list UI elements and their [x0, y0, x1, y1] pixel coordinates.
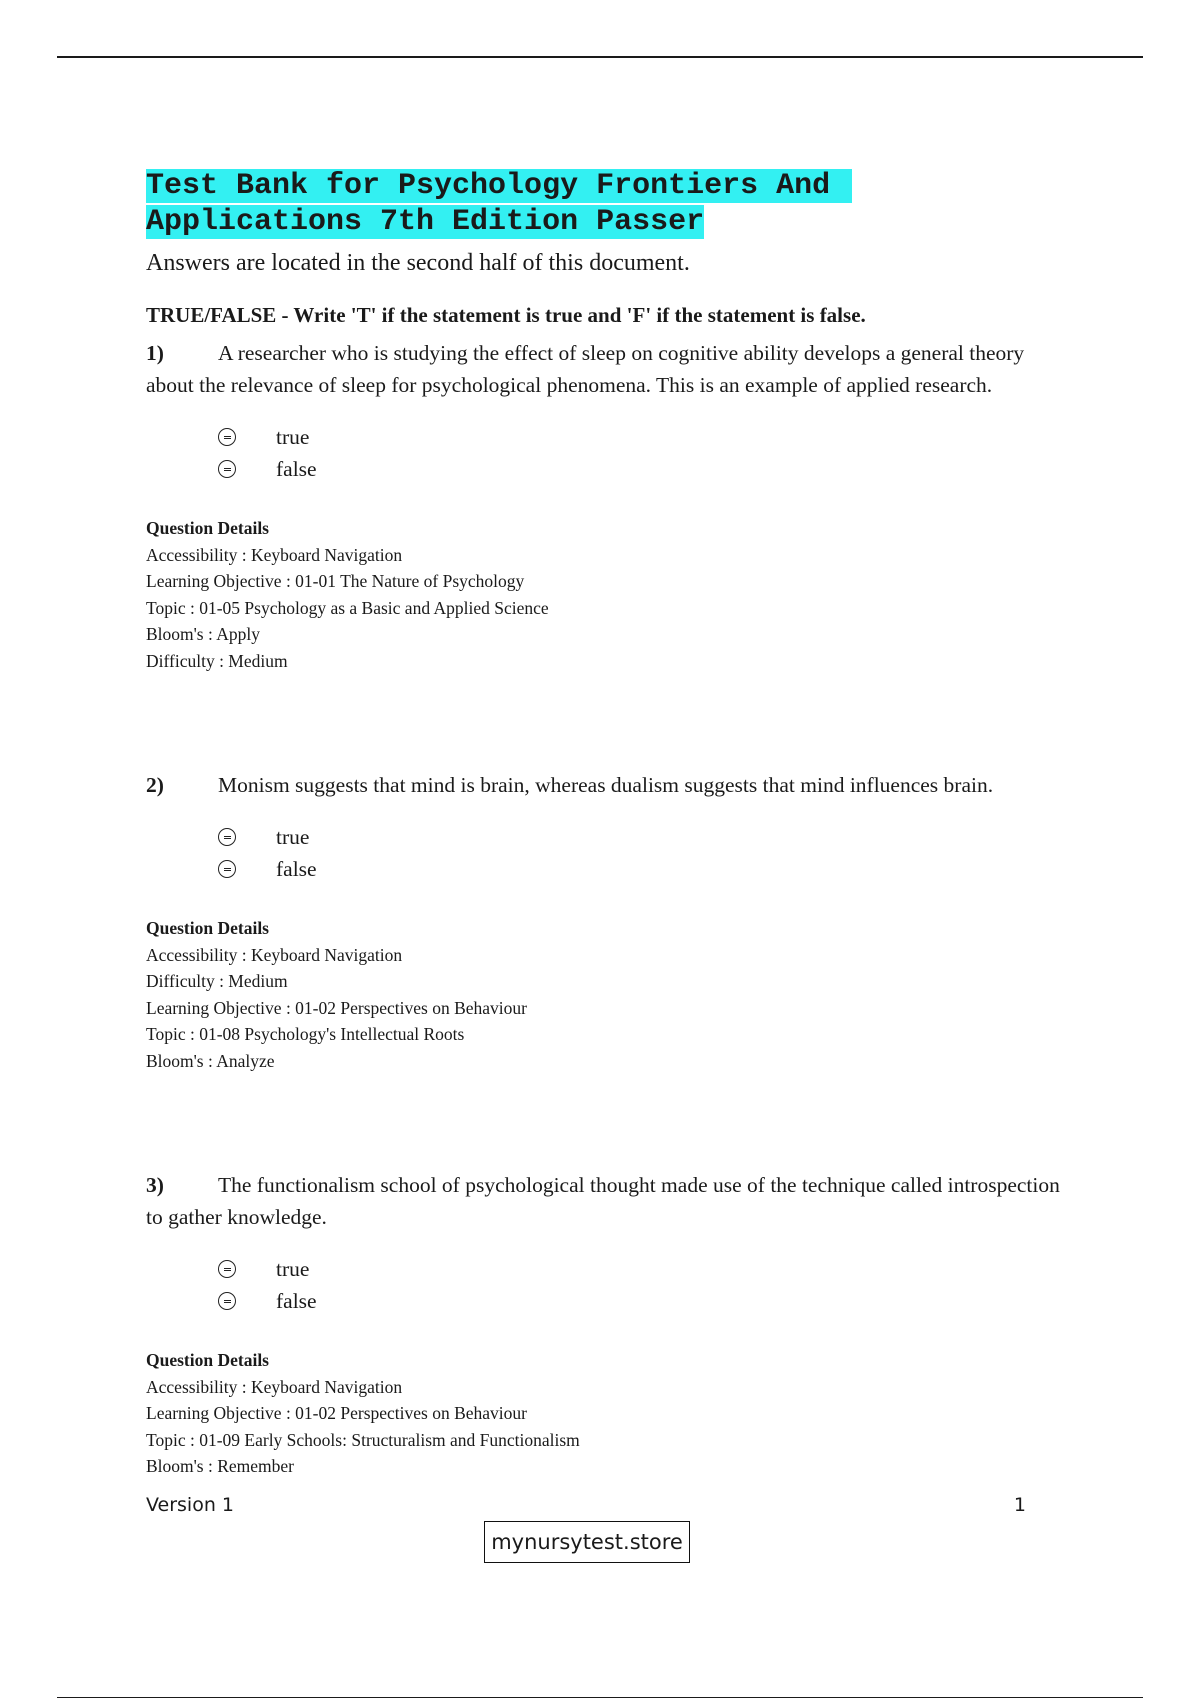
- page-number: 1: [1013, 1494, 1026, 1516]
- option-label: false: [276, 856, 317, 881]
- radio-icon[interactable]: [218, 1260, 236, 1278]
- document-title: [146, 168, 1076, 240]
- question-number: 2): [146, 773, 164, 797]
- option-true[interactable]: [218, 1253, 1076, 1285]
- detail-line: Accessibility : Keyboard Navigation: [146, 1376, 403, 1397]
- question-number: 3): [146, 1173, 164, 1197]
- version-label: Version 1: [146, 1494, 234, 1516]
- question-1: [146, 337, 1076, 674]
- question-text: [146, 769, 1076, 801]
- option-false[interactable]: [218, 1285, 1076, 1317]
- option-label: true: [276, 424, 310, 449]
- detail-line: Learning Objective : 01-02 Perspectives on Behaviour: [146, 997, 528, 1018]
- page-header: [146, 168, 1076, 328]
- radio-icon[interactable]: [218, 460, 236, 478]
- radio-icon[interactable]: [218, 860, 236, 878]
- top-rule: [57, 56, 1143, 58]
- option-true[interactable]: [218, 421, 1076, 453]
- question-details: [146, 915, 1076, 1074]
- question-details: [146, 1347, 1076, 1480]
- store-link[interactable]: mynursytest.store: [484, 1521, 690, 1563]
- option-false[interactable]: [218, 853, 1076, 885]
- detail-line: Topic : 01-09 Early Schools: Structuralism and Functionalism: [146, 1429, 580, 1450]
- question-body: The functionalism school of psychological thought made use of the technique called introspection to gather knowledge.: [146, 1173, 1060, 1229]
- detail-line: Topic : 01-08 Psychology's Intellectual Roots: [146, 1024, 465, 1044]
- question-2: [146, 769, 1076, 1074]
- details-heading: Question Details: [146, 518, 269, 538]
- details-heading: Question Details: [146, 918, 269, 938]
- answer-options: [218, 1253, 1076, 1317]
- question-details: [146, 515, 1076, 674]
- radio-icon[interactable]: [218, 1292, 236, 1310]
- answers-note: Answers are located in the second half of this document.: [146, 250, 690, 276]
- option-label: false: [276, 1288, 317, 1313]
- detail-line: Bloom's : Remember: [146, 1456, 294, 1476]
- detail-line: Learning Objective : 01-02 Perspectives on Behaviour: [146, 1403, 528, 1423]
- detail-line: Bloom's : Analyze: [146, 1050, 275, 1071]
- question-text: [146, 337, 1076, 401]
- option-label: false: [276, 456, 317, 481]
- page-footer: [146, 1494, 1026, 1516]
- question-number: 1): [146, 341, 164, 365]
- bottom-rule: [57, 1697, 1143, 1698]
- title-line-2: Applications 7th Edition Passer: [146, 205, 705, 239]
- answer-options: [218, 821, 1076, 885]
- section-instructions: TRUE/FALSE - Write 'T' if the statement is true and 'F' if the statement is false.: [146, 303, 866, 327]
- question-body: Monism suggests that mind is brain, whereas dualism suggests that mind influences brain.: [218, 773, 994, 797]
- option-label: true: [276, 824, 310, 849]
- question-3: [146, 1169, 1076, 1480]
- detail-line: Difficulty : Medium: [146, 650, 288, 671]
- title-line-1: Test Bank for Psychology Frontiers And: [146, 169, 852, 203]
- detail-line: Learning Objective : 01-01 The Nature of Psychology: [146, 571, 525, 591]
- question-body: A researcher who is studying the effect of sleep on cognitive ability develops a general theory about the relevance of sleep for psychological phenomena. This is an example of applied research.: [146, 341, 1025, 397]
- option-label: true: [276, 1256, 310, 1281]
- question-text: [146, 1169, 1076, 1233]
- answer-options: [218, 421, 1076, 485]
- detail-line: Bloom's : Apply: [146, 624, 261, 644]
- option-false[interactable]: [218, 453, 1076, 485]
- detail-line: Accessibility : Keyboard Navigation: [146, 544, 403, 565]
- option-true[interactable]: [218, 821, 1076, 853]
- radio-icon[interactable]: [218, 828, 236, 846]
- details-heading: Question Details: [146, 1350, 269, 1370]
- detail-line: Difficulty : Medium: [146, 971, 288, 991]
- detail-line: Topic : 01-05 Psychology as a Basic and Applied Science: [146, 597, 549, 618]
- detail-line: Accessibility : Keyboard Navigation: [146, 944, 403, 965]
- radio-icon[interactable]: [218, 428, 236, 446]
